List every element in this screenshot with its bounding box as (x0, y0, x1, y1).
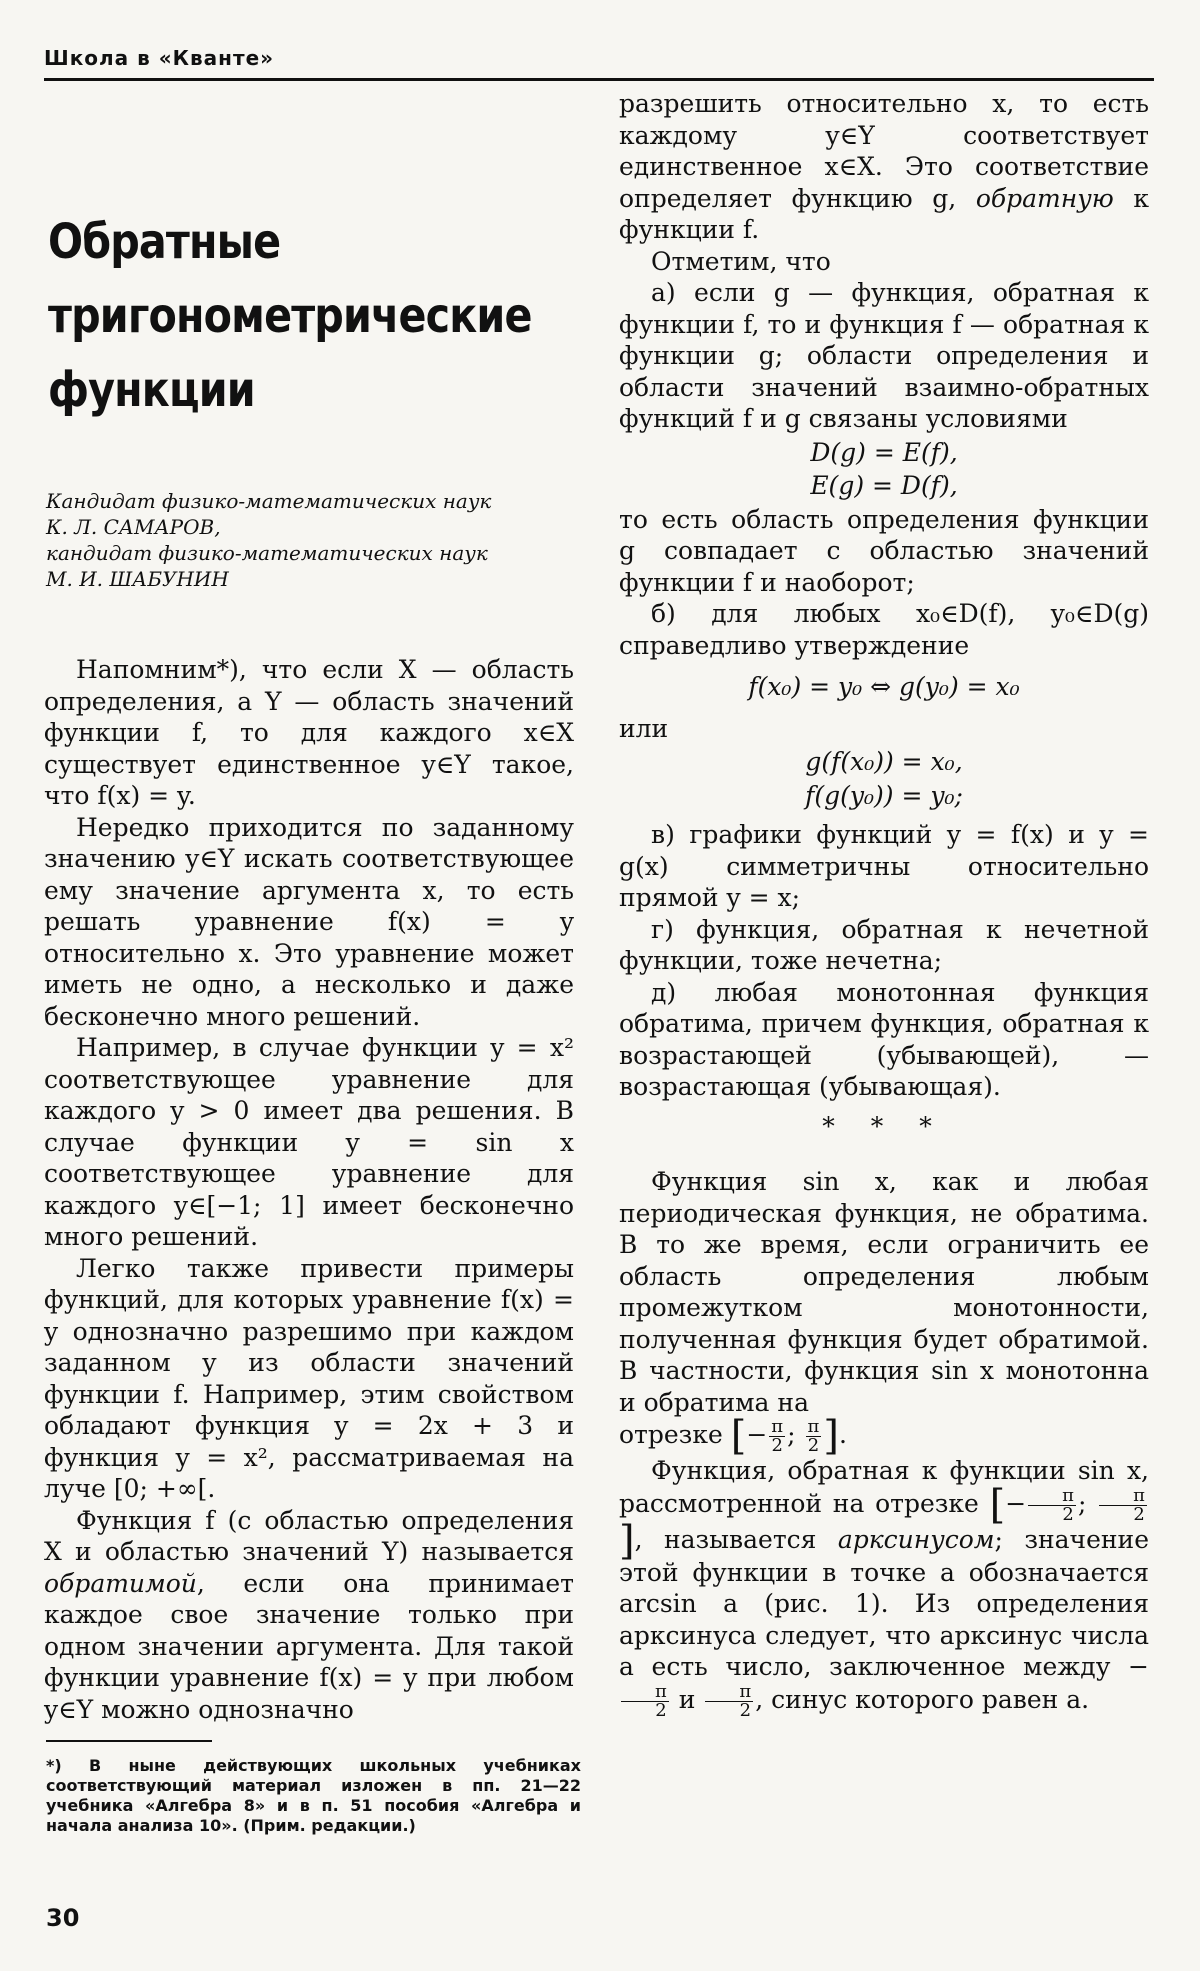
author-name-2: М. И. ШАБУНИН (46, 567, 229, 591)
list-item: г) функция, обратная к нечетной функции, тоже нечетна; (619, 914, 1149, 975)
footnote-rule (46, 1740, 212, 1742)
bracket-left: [ (989, 1481, 1006, 1528)
section-header: Школа в «Кванте» (44, 46, 275, 70)
formula: f(g(y₀)) = y₀; (805, 780, 963, 810)
section-divider-stars: * * * (822, 1111, 946, 1141)
formula: D(g) = E(f), (810, 437, 958, 467)
paragraph: Легко также привести примеры функций, для которых уравнение f(x) = y однозначно разрешимо при каждом заданном y из области значений функции f. Например, этим свойством обладают функция y = 2x + 3 и функция y = x², рассматриваемая на луче [0; +∞[. (44, 1253, 574, 1503)
page-number: 30 (46, 1904, 80, 1932)
list-item: в) графики функций y = f(x) и y = g(x) симметричны относительно прямой y = x; (619, 820, 1149, 912)
right-column (619, 88, 1149, 1720)
fraction: $\frac{\pi}{2}$ (1099, 1487, 1147, 1524)
paragraph: то есть область определения функции g совпадает с областью значений функции f и наоборот; (619, 504, 1149, 597)
paragraph: Отметим, что (651, 246, 831, 276)
fraction: $\frac{\pi}{2}$ (807, 1416, 820, 1456)
paragraph: Напомним*), что если X — область определения, а Y — область значений функции f, то для каждого x∈X существует единственное y∈Y такое, что f(x) = y. (44, 655, 574, 810)
author-credential-1: Кандидат физико-математических наук (46, 489, 492, 513)
paragraph: Например, в случае функции y = x² соответствующее уравнение для каждого y > 0 имеет два решения. В случае функции y = sin x соответствующее уравнение для каждого y∈[−1; 1] имеет бесконечно много решений. (44, 1033, 574, 1251)
paragraph: Функция f (с областью определения X и областью значений Y) называется обратимой, если она принимает каждое свое значение только при одном значении аргумента. Для такой функции уравнение f(x) = y при любом y∈Y можно однозначно (44, 1505, 574, 1724)
fraction: $\frac{\pi}{2}$ (771, 1416, 784, 1456)
formula: g(f(x₀)) = x₀, (805, 747, 963, 776)
list-item: д) любая монотонная функция обратима, причем функция, обратная к возрастающей (убывающей), — возрастающая (убывающая). (619, 977, 1149, 1101)
term-invertible: обратимой (44, 1568, 197, 1598)
formula: E(g) = D(f), (810, 471, 958, 500)
author-name-1: К. Л. САМАРОВ, (46, 515, 221, 539)
header-rule (44, 78, 1154, 81)
footnote: *) В ныне действующих школьных учебниках соответствующий материал изложен в пп. 21—22 учебника «Алгебра 8» и в п. 51 пособия «Алгебра и начала анализа 10». (Прим. редакции.) (46, 1756, 581, 1835)
article-title: Обратные тригонометрические функции (48, 214, 532, 418)
bracket-right: ] (823, 1412, 839, 1459)
authors-block (46, 488, 546, 592)
fraction: $\frac{\pi}{2}$ (1028, 1487, 1076, 1524)
fraction: $\frac{\pi}{2}$ (705, 1683, 753, 1720)
left-column (44, 654, 574, 1725)
paragraph: Функция, обратная к функции sin x, рассмотренной на отрезке [− $\frac{\pi}{2}$ ; $\frac{\pi}{2}$ ], называется арксинусом; значение этой функции в точке a обозначается arcsin a (рис. 1). Из определения арксинуса следует, что арксинус числа a есть число, заключенное между − $\frac{\pi}{2}$ и $\frac{\pi}{2}$ , синус которого равен a. (619, 1456, 1149, 1721)
formula: f(x₀) = y₀ ⇔ g(y₀) = x₀ (748, 672, 1020, 701)
bracket-left: [ (730, 1412, 747, 1459)
paragraph: разрешить относительно x, то есть каждому y∈Y соответствует единственное x∈X. Это соответствие определяет функцию g, обратную к функции f. (619, 89, 1149, 244)
list-item: а) если g — функция, обратная к функции f, то и функция f — обратная к функции g; области определения и области значений взаимно-обратных функций f и g связаны условиями (619, 278, 1149, 433)
list-item: б) для любых x₀∈D(f), y₀∈D(g) справедливо утверждение (619, 599, 1149, 660)
bracket-right: ] (619, 1517, 635, 1564)
paragraph: Нередко приходится по заданному значению y∈Y искать соответствующее ему значение аргумента x, то есть решать уравнение f(x) = y относительно x. Это уравнение может иметь не одно, а несколько и даже бесконечно много решений. (44, 812, 574, 1031)
term-inverse: обратную (975, 183, 1114, 213)
or-word: или (619, 713, 669, 743)
term-arcsine: арксинусом (837, 1524, 995, 1554)
paragraph: отрезке [− $\frac{\pi}{2}$ ; $\frac{\pi}{2}$ ]. (619, 1412, 847, 1459)
fraction: $\frac{\pi}{2}$ (621, 1683, 669, 1720)
paragraph: Функция sin x, как и любая периодическая функция, не обратима. В то же время, если ограничить ее область определения любым промежутком монотонности, полученная функция будет обратимой. В частности, функция sin x монотонна и обратима на (619, 1167, 1149, 1417)
author-credential-2: кандидат физико-математических наук (46, 541, 488, 565)
